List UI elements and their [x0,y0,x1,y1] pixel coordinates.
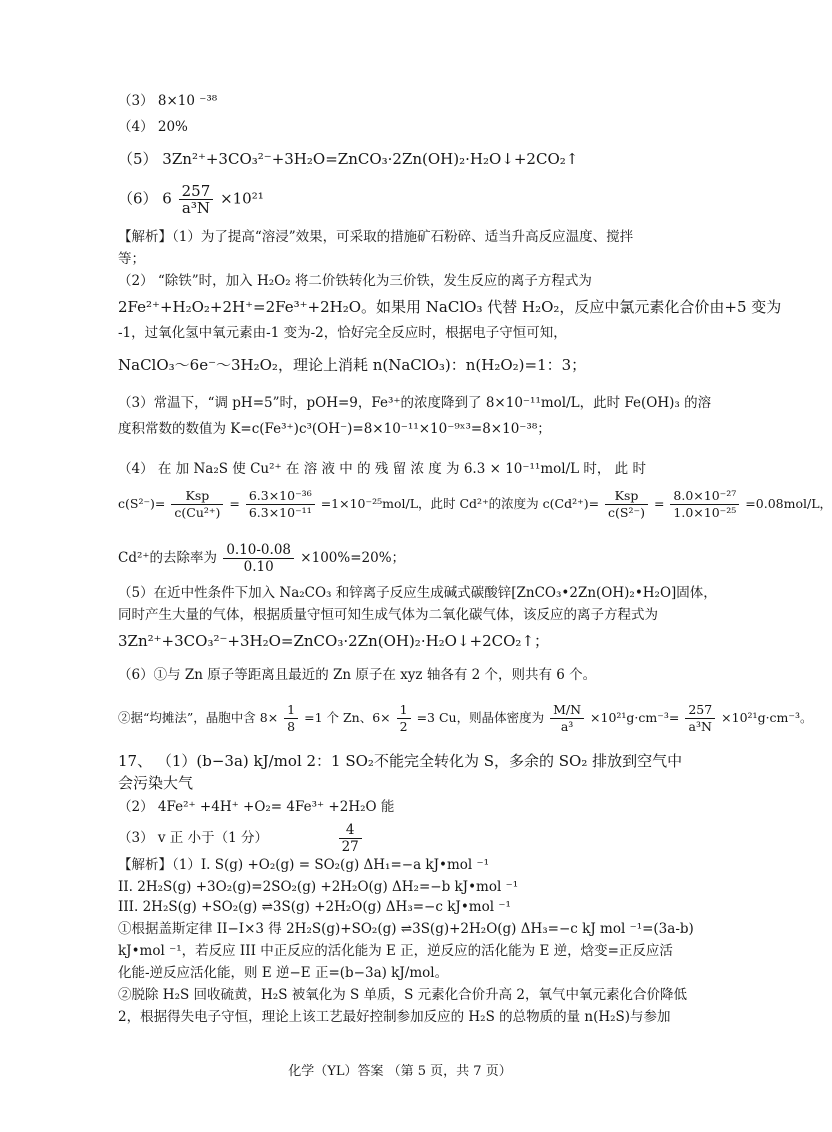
fraction-numerator: Ksp [171,488,223,505]
formula-text: ②据“均摊法”，晶胞中含 8× [118,710,279,725]
question-17-answer-2: （2） 4Fe²⁺ +4H⁺ +O₂= 4Fe³⁺ +2H₂O 能 [118,799,395,815]
fraction-denominator: 2 [399,719,408,734]
fraction-denominator: 1.0×10⁻²⁵ [673,505,737,520]
analysis-17-reaction-3: III. 2H₂S(g) +SO₂(g) ⇌3S(g) +2H₂O(g) ΔH₃=−c kJ•mol ⁻¹ [118,899,511,915]
analysis-3: （3）常温下，“调 pH=5”时，pOH=9，Fe³⁺的浓度降到了 8×10⁻¹¹mol/L，此时 Fe(OH)₃ 的溶 [118,395,712,411]
answer-6-prefix: （6） 6 [118,189,172,208]
analysis-17-hess-cont2: 化能-逆反应活化能，则 E 逆−E 正=(b−3a) kJ/mol。 [118,965,449,981]
question-17-answer-3 [118,822,364,855]
fraction-numerator: M/N [550,702,584,719]
analysis-1-cont: 等； [118,251,145,267]
fraction [397,702,411,735]
analysis-17-hess-cont: kJ•mol ⁻¹，若反应 III 中正反应的活化能为 E 正，逆反应的活化能为 E 逆，焓变=正反应活 [118,943,673,959]
formula-text: c(S²⁻)= [118,496,166,511]
analysis-17-2-cont: 2，根据得失电子守恒，理论上该工艺最好控制参加反应的 H₂S 的总物质的量 n(H₂S)与参加 [118,1009,671,1025]
fraction-denominator: 6.3×10⁻¹¹ [248,505,312,520]
answer-5-equation: （5） 3Zn²⁺+3CO₃²⁻+3H₂O=ZnCO₃·2Zn(OH)₂·H₂O↓+2CO₂↑ [118,150,579,168]
fraction-denominator: a³ [560,719,574,734]
density-fraction [685,702,715,735]
removal-fraction [223,542,294,575]
analysis-6-2 [118,702,813,735]
fraction [284,702,298,735]
fraction-numerator: 257 [685,702,715,719]
formula-text: ×100%=20%； [300,550,406,566]
formula-text: ×10²¹g·cm⁻³= [590,710,680,725]
density-fraction [550,702,584,735]
analysis-6-1: （6）①与 Zn 原子等距离且最近的 Zn 原子在 xyz 轴各有 2 个，则共有 6 个。 [118,667,597,683]
value-fraction [670,488,739,521]
answer-fraction [339,822,362,855]
analysis-5-cont: 同时产生大量的气体，根据质量守恒可知生成气体为二氧化碳气体，该反应的离子方程式为 [118,607,658,623]
fraction-numerator: Ksp [605,488,648,505]
value-fraction [246,488,315,521]
answer-3: （3） 8×10 ⁻³⁸ [118,93,218,109]
fraction-denominator: 27 [341,839,359,855]
analysis-2-cont: -1，过氧化氢中氧元素由-1 变为-2，恰好完全反应时，根据电子守恒可知， [118,325,567,341]
ksp-fraction [171,488,223,521]
formula-text: =3 Cu，则晶体密度为 [416,710,545,725]
fraction-denominator: 8 [287,719,296,734]
fraction-denominator: a³N [181,199,210,217]
analysis-2-equation: 2Fe²⁺+H₂O₂+2H⁺=2Fe³⁺+2H₂O。如果用 NaClO₃ 代替 H₂O₂，反应中氯元素化合价由+5 变为 [118,298,782,316]
formula-text: （3） v 正 小于（1 分） [118,830,268,846]
formula-text: =1×10⁻²⁵mol/L，此时 Cd²⁺的浓度为 c(Cd²⁺)= [320,496,600,511]
equals-sign: = [653,496,665,511]
answer-6-fraction [179,183,214,216]
formula-text: =0.08mol/L， [745,496,832,511]
analysis-17-hess: ①根据盖斯定律 II−I×3 得 2H₂S(g)+SO₂(g) ⇌3S(g)+2H₂O(g) ΔH₃=−c kJ mol ⁻¹=(3a-b) [118,921,694,937]
formula-text: Cd²⁺的去除率为 [118,550,218,566]
question-17-answer-1: 17、 （1）(b−3a) kJ/mol 2：1 SO₂不能完全转化为 S，多余的 SO₂ 排放到空气中 [118,752,683,770]
equals-sign: = [229,496,240,511]
analysis-4-removal [118,542,405,575]
analysis-17-1: 【解析】（1）I. S(g) +O₂(g) = SO₂(g) ΔH₁=−a kJ•mol ⁻¹ [118,857,490,873]
fraction-numerator: 8.0×10⁻²⁷ [670,488,739,505]
question-17-answer-1-cont: 会污染大气 [118,774,194,792]
analysis-4-formula [118,488,832,521]
fraction-numerator: 4 [339,822,362,839]
fraction-numerator: 6.3×10⁻³⁶ [246,488,315,505]
fraction-denominator: c(S²⁻) [608,505,645,520]
fraction-denominator: c(Cu²⁺) [174,505,221,520]
analysis-5: （5）在近中性条件下加入 Na₂CO₃ 和锌离子反应生成碱式碳酸锌[ZnCO₃•2Zn(OH)₂•H₂O]固体， [118,585,717,601]
formula-text: =1 个 Zn、6× [304,710,391,725]
analysis-5-equation: 3Zn²⁺+3CO₃²⁻+3H₂O=ZnCO₃·2Zn(OH)₂·H₂O↓+2CO₂↑； [118,632,550,650]
fraction-numerator: 0.10-0.08 [223,542,294,559]
analysis-2-ratio: NaClO₃～6e⁻～3H₂O₂，理论上消耗 n(NaClO₃)：n(H₂O₂)=1：3； [118,356,587,374]
fraction-numerator: 1 [397,702,411,719]
fraction-denominator: 0.10 [243,559,274,575]
analysis-3-cont: 度积常数的数值为 K=c(Fe³⁺)c³(OH⁻)=8×10⁻¹¹×10⁻⁹ˣ³=8×10⁻³⁸； [118,421,551,437]
fraction-denominator: a³N [688,719,712,734]
analysis-1: 【解析】（1）为了提高“溶浸”效果，可采取的措施矿石粉碎、适当升高反应温度、搅拌 [118,229,634,245]
analysis-4: （4） 在 加 Na₂S 使 Cu²⁺ 在 溶 液 中 的 残 留 浓 度 为 6.3 × 10⁻¹¹mol/L 时， 此 时 [118,461,646,477]
analysis-17-reaction-2: II. 2H₂S(g) +3O₂(g)=2SO₂(g) +2H₂O(g) ΔH₂=−b kJ•mol ⁻¹ [118,879,519,895]
fraction-numerator: 1 [284,702,298,719]
answer-4: （4） 20% [118,119,188,135]
fraction-numerator: 257 [179,183,214,200]
answer-6 [118,183,264,216]
formula-text: ×10²¹g·cm⁻³。 [721,710,813,725]
answer-6-suffix: ×10²¹ [220,189,264,208]
ksp-fraction [605,488,648,521]
page-footer: 化学（YL）答案 （第 5 页，共 7 页） [288,1064,512,1079]
analysis-2: （2） “除铁”时，加入 H₂O₂ 将二价铁转化为三价铁，发生反应的离子方程式为 [118,273,592,289]
analysis-17-2: ②脱除 H₂S 回收硫黄，H₂S 被氧化为 S 单质，S 元素化合价升高 2，氧气中氧元素化合价降低 [118,987,687,1003]
